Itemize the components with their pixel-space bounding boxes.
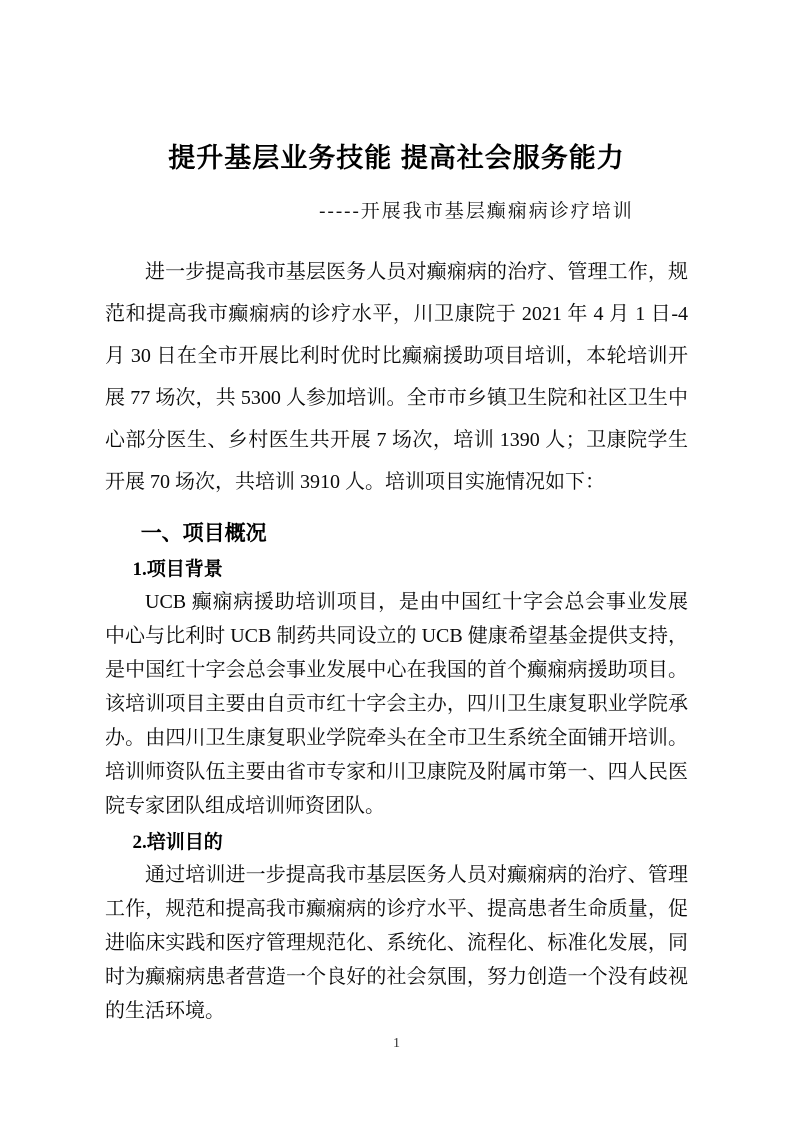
project-background-paragraph: UCB 癫痫病援助培训项目，是由中国红十字会总会事业发展中心与比利时 UCB 制药共同设立的 UCB 健康希望基金提供支持，是中国红十字会总会事业发展中心在我国的首个癫痫病援助项目。该培训项目主要由自贡市红十字会主办，四川卫生康复职业学院承办。由四川卫生康复职业学院牵头在全市卫生系统全面铺开培训。培训师资队伍主要由省市专家和川卫康院及附属市第一、四人民医院专家团队组成培训师资团队。	[105, 591, 688, 817]
document-title: 提升基层业务技能 提高社会服务能力	[168, 143, 625, 173]
section-heading-project-overview: 一、项目概况	[140, 522, 267, 545]
subsection-training-purpose	[105, 828, 688, 1028]
page-number: 1	[393, 1036, 400, 1051]
document-subtitle: -----开展我市基层癫痫病诊疗培训	[319, 201, 634, 222]
subsection-heading-project-background: 1.项目背景	[132, 559, 223, 580]
subsection-heading-training-purpose: 2.培训目的	[132, 832, 223, 853]
subsection-project-background	[105, 555, 688, 823]
training-purpose-paragraph: 通过培训进一步提高我市基层医务人员对癫痫病的治疗、管理工作，规范和提高我市癫痫病的诊疗水平、提高患者生命质量，促进临床实践和医疗管理规范化、系统化、流程化、标准化发展，同时为癫痫病患者营造一个良好的社会氛围，努力创造一个没有歧视的生活环境。	[105, 864, 688, 1022]
intro-paragraph: 进一步提高我市基层医务人员对癫痫病的治疗、管理工作，规范和提高我市癫痫病的诊疗水平，川卫康院于 2021 年 4 月 1 日-4 月 30 日在全市开展比利时优时比癫痫援助项目培训，本轮培训开展 77 场次，共 5300 人参加培训。全市市乡镇卫生院和社区卫生中心部分医生、乡村医生共开展 7 场次，培训 1390 人；卫康院学生开展 70 场次，共培训 3910 人。培训项目实施情况如下：	[105, 261, 688, 493]
